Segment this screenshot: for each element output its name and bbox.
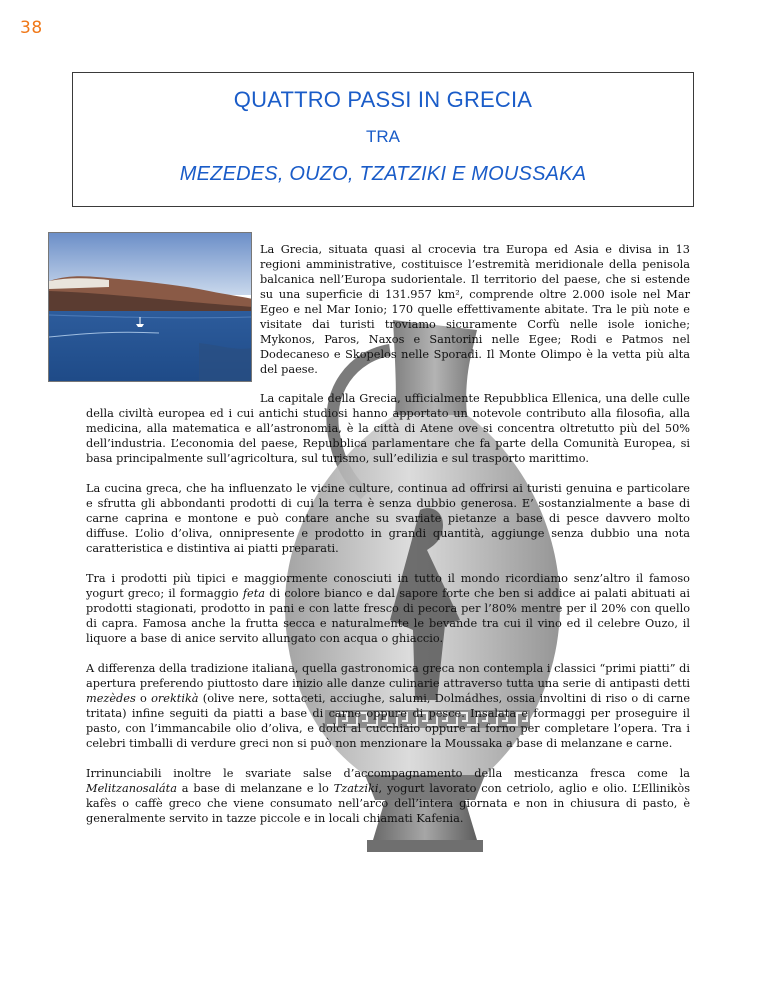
paragraph-text: (olive nere, sottaceti, acciughe, salumi, Dolmádhes, ossia involtini di riso o di carne tritata) infine seguiti da piatti a base di carne oppure di pesce. Insalata e formaggi per proseguire il pasto, con l’immancabile olio d’oliva, e dolci al cucchiaio oppure al forno per completare l’opera. Tra i celebri timballi di verdure greci non si può non menzionare la Moussaka a base di melanzane e carne. (86, 692, 691, 750)
page-title: QUATTRO PASSI IN GRECIA (233, 87, 533, 112)
paragraph-text: Irrinunciabili inoltre le svariate salse d’accompagnamento della mesticanza fresca come la (86, 767, 690, 780)
paragraph-text: o (135, 692, 152, 705)
paragraph-products (86, 571, 690, 646)
italic-term: feta (242, 587, 265, 600)
paragraph-tradition (86, 661, 690, 751)
paragraph-geography: La Grecia, situata quasi al crocevia tra Europa ed Asia e divisa in 13 regioni amministrative, costituisce l’estremità meridionale della penisola balcanica nell’Europa sudorientale. Il territorio del paese, che si estende su una superficie di 131.957 km², comprende oltre 2.000 isole nel Mar Egeo e nel Mar Ionio; 170 quelle effettivamente abitate. Tra le più note e visitate dai turisti troviamo sicuramente Corfù nelle isole ioniche; Mykonos, Paros, Naxos e Santorini nelle Egee; Rodi e Patmos nel Dodecaneso e Skopelos nelle Sporadi. Il Monte Olimpo è la vetta più alta del paese. (260, 243, 690, 376)
paragraph-text: a base di melanzane e lo (176, 782, 334, 795)
paragraph-text: , yogurt lavorato con cetriolo, aglio e olio. L’Ellinikòs kafès o caffè greco che viene consumato nell’arco dell’intera giornata e non in chiusura di pasto, è generalmente servito in tazze piccole e in locali chiamati Kafenia. (86, 782, 691, 825)
page-number: 38 (20, 18, 43, 38)
paragraph-cuisine: La cucina greca, che ha influenzato le vicine culture, continua ad offrirsi ai turisti genuina e particolare e sfrutta gli abbondanti prodotti di cui la terra è senza dubbio generosa. E’ sostanzialmente a base di carne caprina e montone e può contare anche su svariate pietanze a base di pesce davvero molto diffuse. L’olio d’oliva, onnipresente e prodotto in grandi quantità, aggiunge senza dubbio una nota caratteristica e distintiva ai piatti preparati. (86, 482, 690, 555)
paragraph-sauces (86, 766, 690, 826)
title-connector: TRA (366, 127, 400, 146)
italic-term: Melitzanosaláta (86, 782, 177, 795)
italic-term: orektikà (151, 692, 199, 705)
title-box (72, 72, 694, 207)
italic-term: Tzatziki (333, 782, 379, 795)
page-subtitle: MEZEDES, OUZO, TZATZIKI E MOUSSAKA (179, 163, 587, 185)
paragraph-capital: La capitale della Grecia, ufficialmente Repubblica Ellenica, una delle culle della civiltà europea ed i cui antichi studiosi hanno apportato un notevole contributo alla filosofia, alla medicina, alla matematica e all’astronomia, è la città di Atene ove si concentra oltretutto più del 50% dell’industria. L’economia del paese, Repubblica parlamentare che fa parte della Comunità Europea, si basa principalmente sull’agricoltura, sul turismo, sull’edilizia e sul trasporto marittimo. (86, 392, 690, 465)
paragraph-text: Tra i prodotti più tipici e maggiormente conosciuti in tutto il mondo ricordiamo senz’altro il famoso yogurt greco; il formaggio (86, 572, 690, 600)
article-body (86, 242, 690, 841)
paragraph-text: di colore bianco e dal sapore forte che ben si addice ai palati abituati ai prodotti stagionati, prodotto in pani e con latte fresco di pecora per l’80% mentre per il 20% con quello di capra. Famosa anche la frutta secca e naturalmente le bevande tra cui il vino ed il celebre Ouzo, il liquore a base di anice servito allungato con acqua o ghiaccio. (86, 587, 690, 645)
italic-term: mezèdes (86, 692, 136, 705)
paragraph-text: A differenza della tradizione italiana, quella gastronomica greca non contempla i classici “primi piatti” di apertura preferendo piuttosto dare inizio alle danze culinarie attraverso tutta una serie di antipasti detti (86, 662, 690, 690)
